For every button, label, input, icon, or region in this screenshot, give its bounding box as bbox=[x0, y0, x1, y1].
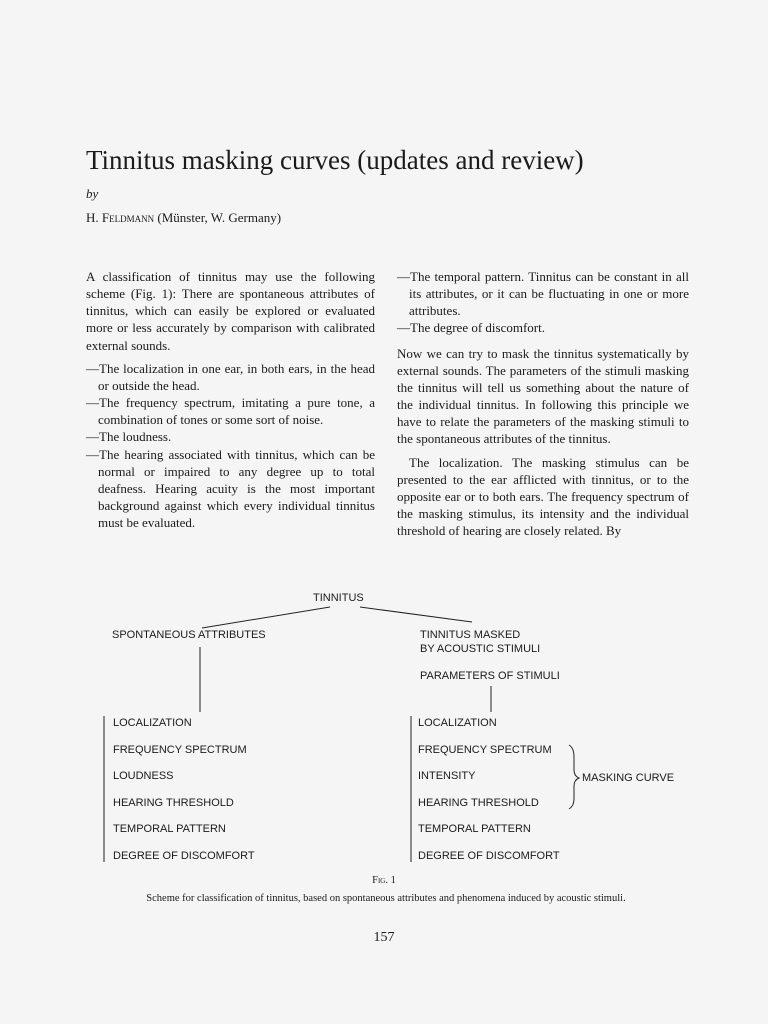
diagram-left-item: LOUDNESS bbox=[113, 770, 174, 782]
list-item-temporal: —The temporal pattern. Tinnitus can be constant in all its attributes, or it can be fluctuating in one or more attributes. bbox=[397, 269, 689, 319]
list-item-discomfort: —The degree of discomfort. bbox=[397, 320, 546, 336]
figure-label: Fig. 1 bbox=[372, 875, 396, 886]
diagram-left-item: LOCALIZATION bbox=[113, 717, 192, 729]
diagram-left-item: HEARING THRESHOLD bbox=[113, 797, 234, 809]
diagram-left-item: DEGREE OF DISCOMFORT bbox=[113, 850, 255, 862]
page-number: 157 bbox=[373, 930, 395, 945]
diagram-tinnitus-masked: TINNITUS MASKED bbox=[420, 629, 521, 641]
localization-paragraph: The localization. The masking stimulus can be presented to the ear afflicted with tinnitus, or to the opposite ear or to both ears. The frequency spectrum of the masking stimulus, its intensity and the individual threshold of hearing are closely related. By bbox=[397, 454, 689, 539]
branch-line-right bbox=[360, 607, 472, 622]
intro-paragraph: A classification of tinnitus may use the following scheme (Fig. 1): There are spontaneous attributes of tinnitus, which can easily be explored or evaluated more or less accurately by comparison with calibrated external sounds. bbox=[86, 269, 375, 353]
branch-line-left bbox=[202, 607, 330, 628]
diagram-parameters-of-stimuli: PARAMETERS OF STIMULI bbox=[420, 670, 560, 682]
masking-curve-brace bbox=[569, 745, 579, 809]
list-item-hearing: —The hearing associated with tinnitus, which can be normal or impaired to any degree up to total deafness. Hearing acuity is the most important background against which every individual tinnitus must be evaluated. bbox=[86, 446, 375, 531]
list-item-frequency: —The frequency spectrum, imitating a pure tone, a combination of tones or some sort of noise. bbox=[86, 395, 375, 428]
diagram-right-item: LOCALIZATION bbox=[418, 717, 497, 729]
list-item-localization: —The localization in one ear, in both ears, in the head or outside the head. bbox=[86, 360, 375, 393]
by-line: by bbox=[86, 186, 99, 201]
diagram-right-item: FREQUENCY SPECTRUM bbox=[418, 744, 552, 756]
diagram-spontaneous-attributes: SPONTANEOUS ATTRIBUTES bbox=[112, 629, 266, 641]
diagram-by-acoustic-stimuli: BY ACOUSTIC STIMULI bbox=[420, 643, 541, 655]
figure-caption: Scheme for classification of tinnitus, based on spontaneous attributes and phenomena induced by acoustic stimuli. bbox=[146, 893, 626, 904]
author-name: H. Feldmann bbox=[86, 210, 155, 225]
diagram-right-item: DEGREE OF DISCOMFORT bbox=[418, 850, 560, 862]
diagram-left-item: FREQUENCY SPECTRUM bbox=[113, 744, 247, 756]
diagram-root-tinnitus: TINNITUS bbox=[313, 592, 364, 604]
diagram-right-item: TEMPORAL PATTERN bbox=[418, 823, 531, 835]
diagram-right-item: INTENSITY bbox=[418, 770, 476, 782]
author-affiliation: (Münster, W. Germany) bbox=[154, 210, 282, 225]
diagram-right-item: HEARING THRESHOLD bbox=[418, 797, 539, 809]
paper-title: Tinnitus masking curves (updates and review) bbox=[86, 145, 584, 175]
diagram-masking-curve-label: MASKING CURVE bbox=[582, 772, 675, 784]
list-item-loudness: —The loudness. bbox=[86, 429, 172, 445]
masking-paragraph: Now we can try to mask the tinnitus systematically by external sounds. The parameters of the stimuli masking the tinnitus will tell us something about the nature of the individual tinnitus. In following this principle we have to relate the parameters of the masking stimuli to the spontaneous attributes of the tinnitus. bbox=[397, 345, 689, 447]
diagram-left-item: TEMPORAL PATTERN bbox=[113, 823, 226, 835]
